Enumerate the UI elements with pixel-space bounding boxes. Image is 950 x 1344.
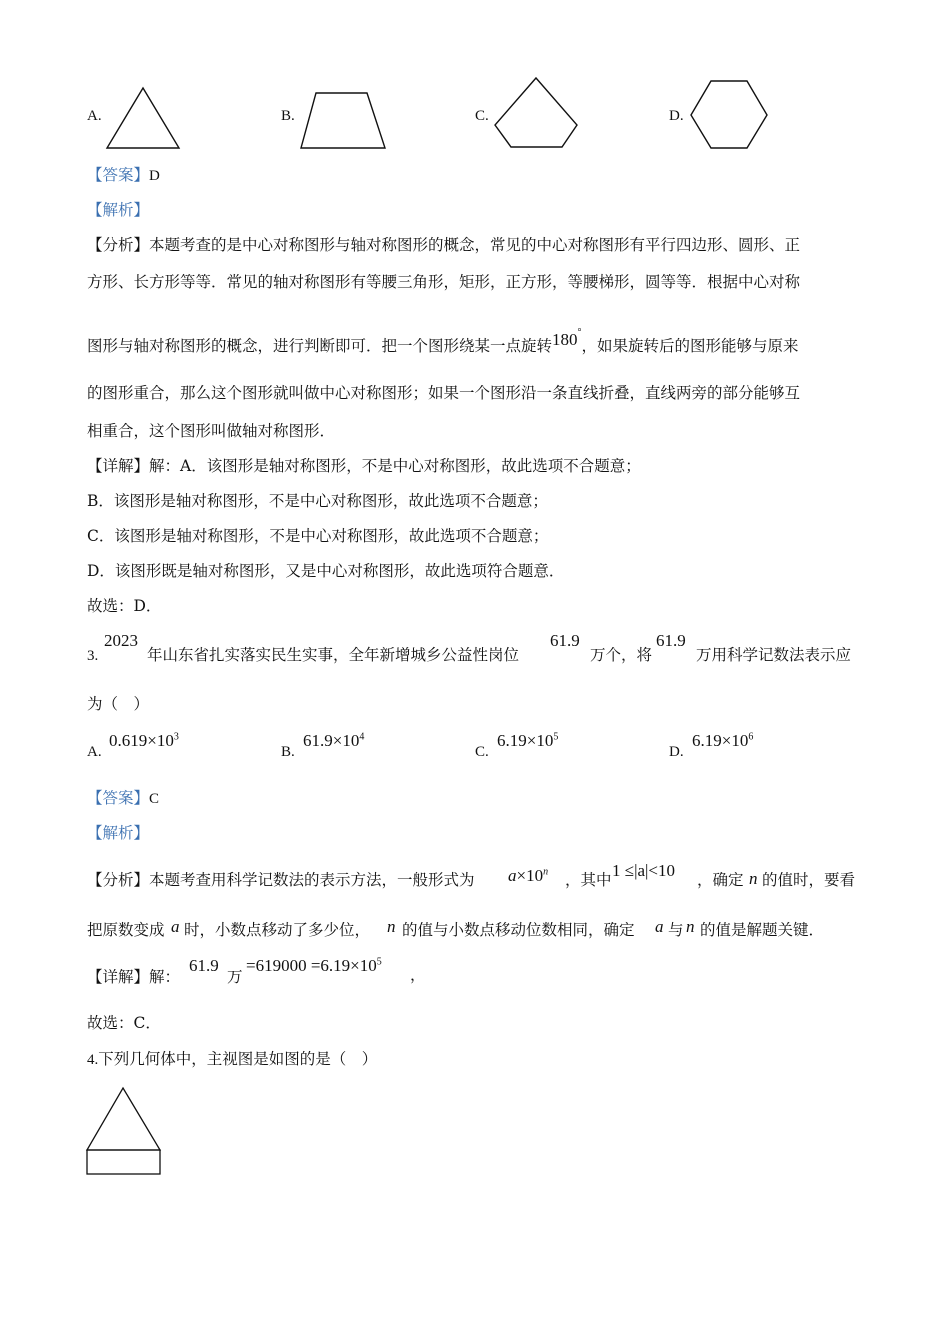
trapezoid-icon [299,91,389,151]
q2-fenxi-line-2: 方形、长方形等等．常见的轴对称图形有等腰三角形，矩形，正方形，等腰梯形，圆等等．根据中心对称 [87,273,801,291]
text-line: 解：A．该图形是轴对称图形，不是中心对称图形，故此选项不合题意； [149,457,641,475]
q3-detail-value: 61.9 [189,956,219,975]
q3-fenxi-1 [87,873,475,889]
detail-tag: 【详解】 [87,457,150,475]
answer-value: D [149,168,160,184]
q2-detail-line-3: C．该图形是轴对称图形，不是中心对称图形，故此选项不合题意； [87,527,549,545]
q3-var-n: n [686,917,695,936]
exponent: 4 [359,731,365,743]
exponent: 6 [748,731,754,743]
q3-text-4: 为（ ） [87,695,150,713]
q3-fenxi-6: 时，小数点移动了多少位， [184,921,371,939]
q3-range: 1 ≤|a|<10 [612,861,676,880]
q3-fenxi-8: 与 [668,921,684,939]
equation: =619000 =6.19×10 [246,956,377,975]
q3-detail-equation [246,956,382,976]
q3-detail-unit: 万 [227,968,243,986]
q3-option-b-value [303,731,364,751]
q3-value-2: 61.9 [656,631,686,650]
front-view-figure [85,1086,163,1178]
fenxi-tag: 【分析】 [87,871,150,889]
option-d-label: D. [669,108,684,124]
exponent: 5 [553,731,559,743]
q3-year: 2023 [104,631,138,650]
q3-option-d-value [692,731,753,751]
pentagon-icon [493,76,581,151]
q3-value-1: 61.9 [550,631,580,650]
analysis-tag: 【解析】 [87,201,150,219]
q3-var-n: n [749,869,758,888]
q3-conclusion: 故选：C． [87,1014,161,1032]
q3-number: 3. [87,648,99,664]
var-a: a [508,866,517,885]
q2-fenxi-line-4: 的图形重合，那么这个图形就叫做中心对称图形；如果一个图形沿一条直线折叠，直线两旁的部分能够互 [87,384,801,402]
degree-sign: ° [577,326,582,338]
q3-option-c-label: C. [475,744,489,760]
triangle-icon [105,86,181,150]
q3-fenxi-9: 的值是解题关键． [700,921,825,939]
text: 解： [149,968,181,986]
q3-answer-line [87,791,159,807]
analysis-tag: 【解析】 [87,824,150,842]
q3-fenxi-7: 的值与小数点移动位数相同，确定 [402,921,635,939]
q3-detail-pre [87,970,180,986]
text: 本题考查用科学记数法的表示方法，一般形式为 [149,871,475,889]
q3-text-1: 年山东省扎实落实民生实事，全年新增城乡公益性岗位 [147,646,520,664]
text-line: 图形与轴对称图形的概念，进行判断即可．把一个图形绕某一点旋转 [87,337,553,355]
q2-detail-line-2: B．该图形是轴对称图形，不是中心对称图形，故此选项不合题意； [87,492,548,510]
q3-var-a: a [655,917,664,936]
q3-var-a: a [171,917,180,936]
times-ten: ×10 [516,866,544,885]
answer-value: C [149,791,160,807]
q3-fenxi-2: ，其中 [565,871,612,889]
q3-text-3: 万用科学记数法表示应 [696,646,852,664]
q3-option-b-label: B. [281,744,295,760]
q4-text: 下列几何体中，主视图是如图的是（ ） [98,1050,378,1068]
q3-fenxi-3: ，确定 [697,871,744,889]
base: 61.9×10 [303,731,360,750]
q3-text-2: 万个，将 [590,646,653,664]
exponent: 5 [376,956,382,968]
q3-var-n: n [387,917,396,936]
angle-value: 180 [552,330,578,349]
text-line: ，如果旋转后的图形能够与原来 [581,337,799,355]
q3-option-a-value [109,731,179,751]
hexagon-icon [689,79,771,151]
fenxi-tag: 【分析】 [87,236,150,254]
base: 6.19×10 [497,731,554,750]
q2-fenxi-line-3 [87,326,799,355]
base: 6.19×10 [692,731,749,750]
answer-tag: 【答案】 [87,166,150,184]
option-a-label: A. [87,108,102,124]
text-line: 本题考查的是中心对称图形与轴对称图形的概念，常见的中心对称图形有平行四边形、圆形、正 [149,236,801,254]
detail-tag: 【详解】 [87,968,150,986]
q3-option-a-label: A. [87,744,102,760]
option-c-label: C. [475,108,489,124]
option-b-label: B. [281,108,295,124]
q2-conclusion: 故选：D． [87,597,162,615]
q3-fenxi-5: 把原数变成 [87,921,165,939]
q4-number: 4. [87,1052,99,1068]
q3-detail-end: ， [410,966,426,984]
q3-option-d-label: D. [669,744,684,760]
exponent: n [543,866,549,878]
answer-tag: 【答案】 [87,789,150,807]
q3-option-c-value [497,731,558,751]
q3-form [508,866,548,886]
q2-fenxi-line-1 [87,238,800,254]
exponent: 3 [173,731,179,743]
q2-detail-line-1 [87,459,641,475]
base: 0.619×10 [109,731,174,750]
q2-answer-line [87,168,160,184]
q3-fenxi-4: 的值时，要看 [762,871,856,889]
q2-detail-line-4: D．该图形既是轴对称图形，又是中心对称图形，故此选项符合题意． [87,562,565,580]
q2-fenxi-line-5: 相重合，这个图形叫做轴对称图形． [87,422,336,440]
q4-stem [87,1052,377,1068]
